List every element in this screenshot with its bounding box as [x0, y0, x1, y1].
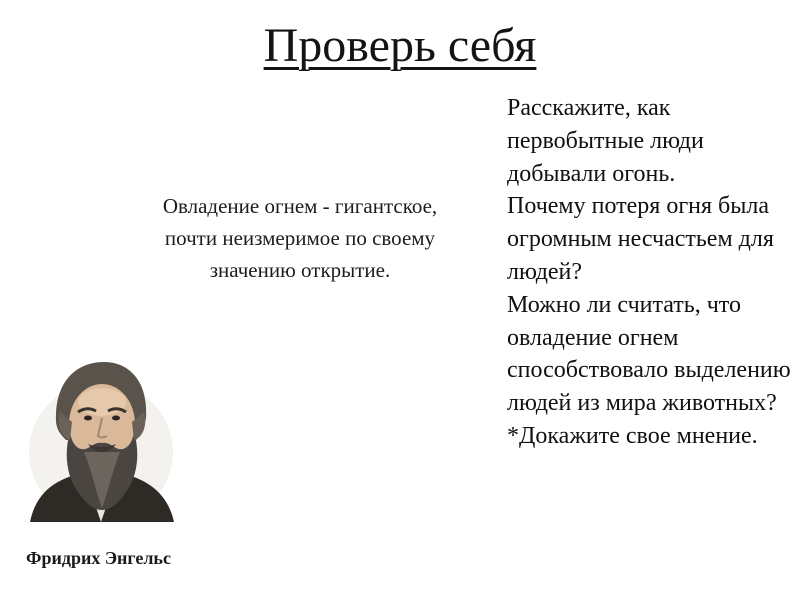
question-3: Можно ли считать, что овладение огнем способствовало выделению людей из мира животных? — [507, 291, 791, 417]
engels-quote: Овладение огнем - гигантское, почти неизмеримое по своему значению открытие. — [162, 194, 438, 282]
slide-title: Проверь себя — [263, 19, 537, 72]
question-2: Почему потеря огня была огромным несчастьем для людей? — [507, 193, 774, 285]
question-4: *Докажите свое мнение. — [507, 422, 758, 449]
portrait-caption: Фридрих Энгельс — [26, 548, 171, 568]
engels-portrait-image — [26, 352, 176, 524]
questions-list — [507, 92, 792, 453]
question-1: Расскажите, как первобытные люди добывали огонь. — [507, 95, 704, 187]
